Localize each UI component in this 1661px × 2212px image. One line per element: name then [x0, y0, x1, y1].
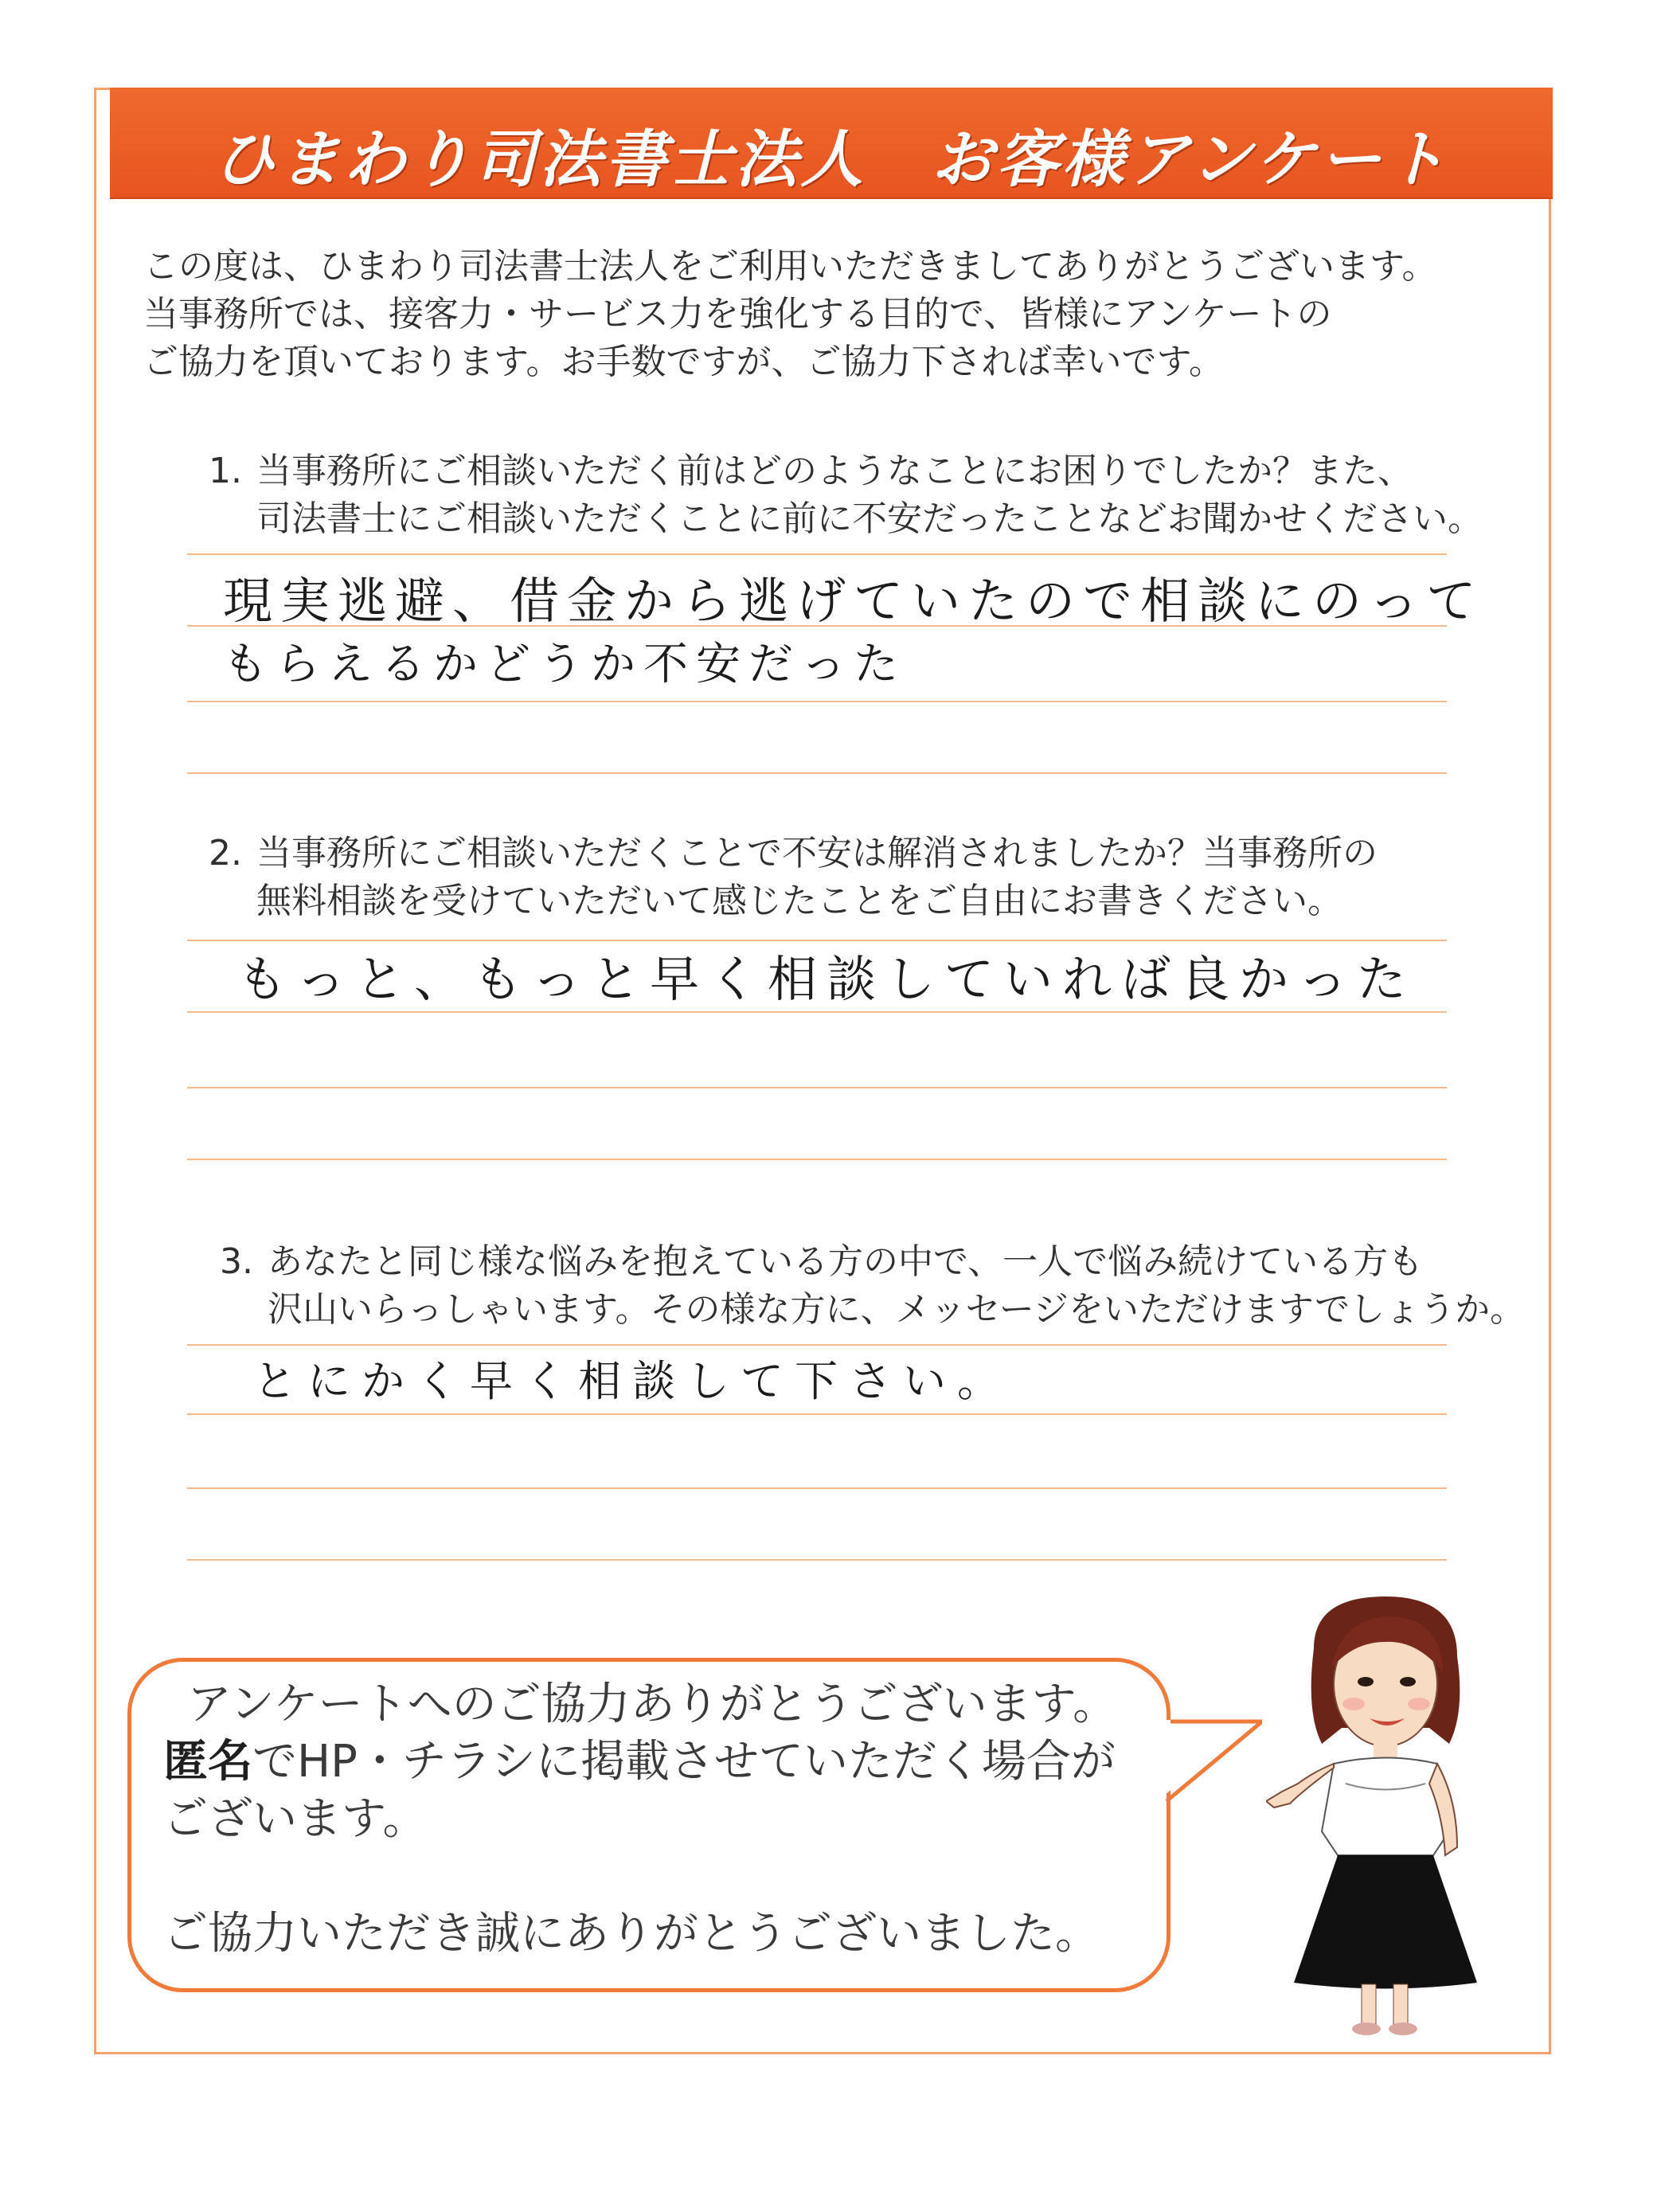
bubble-line: アンケートへのご協力ありがとうございます。 [187, 1679, 1118, 1730]
bubble-line-rest: でHP・チラシに掲載させていただく場合が [252, 1736, 1116, 1788]
question-text: 当事務所にご相談いただく前はどのようなことにお困りでしたか？また、 [256, 451, 1413, 491]
answer-rule [187, 553, 1447, 555]
answer-1-line-1: 現実逃避、借金から逃げていたので相談にのって [223, 572, 1484, 630]
bubble-line [163, 1733, 1117, 1791]
header-bar [110, 88, 1553, 197]
bubble-spacer [163, 1848, 1117, 1905]
answer-1-line-2: もらえるかどうか不安だった [223, 639, 906, 690]
staff-character-illustration [1266, 1593, 1497, 2038]
question-number: 1. [209, 451, 242, 491]
intro-line: ご協力を頂いております。お手数ですが、ご協力下されば幸いです。 [143, 342, 1224, 382]
bubble-line: ご協力いただき誠にありがとうございました。 [163, 1908, 1100, 1960]
question-number: 3. [220, 1241, 253, 1282]
question-text: 無料相談を受けていただいて感じたことをご自由にお書きください。 [256, 881, 1342, 921]
answer-rule [187, 1413, 1447, 1415]
question-1 [209, 447, 1483, 543]
answer-rule [187, 1011, 1447, 1013]
page-title: ひまわり司法書士法人 お客様アンケート [213, 124, 1450, 196]
answer-rule [187, 1344, 1447, 1346]
intro-text [143, 243, 1497, 386]
answer-rule [187, 1087, 1447, 1088]
answer-rule [187, 625, 1447, 627]
answer-rule [187, 701, 1447, 702]
question-text: 当事務所にご相談いただくことで不安は解消されましたか？当事務所の [256, 833, 1378, 873]
question-3 [220, 1238, 1525, 1334]
speech-bubble-tail [1143, 1704, 1262, 1823]
answer-rule [187, 1159, 1447, 1160]
question-number: 2. [209, 833, 242, 873]
bubble-message [163, 1676, 1117, 1963]
question-text: あなたと同じ様な悩みを抱えている方の中で、一人で悩み続けている方も [268, 1241, 1424, 1282]
answer-rule [187, 1487, 1447, 1489]
answer-rule [187, 772, 1447, 774]
question-text: 沢山いらっしゃいます。その様な方に、メッセージをいただけますでしょうか。 [268, 1289, 1526, 1330]
question-text: 司法書士にご相談いただくことに前に不安だったことなどお聞かせください。 [256, 498, 1483, 539]
intro-line: この度は、ひまわり司法書士法人をご利用いただきましてありがとうございます。 [143, 246, 1437, 287]
anonymous-label: 匿名 [163, 1736, 252, 1788]
answer-rule [187, 940, 1447, 941]
bubble-line: ございます。 [163, 1793, 428, 1845]
answer-3-line-1: とにかく早く相談して下さい。 [253, 1356, 1011, 1406]
answer-2-line-1: もっと、もっと早く相談していれば良かった [237, 950, 1417, 1008]
question-2 [209, 830, 1378, 925]
answer-rule [187, 1559, 1447, 1561]
intro-line: 当事務所では、接客力・サービス力を強化する目的で、皆様にアンケートの [143, 294, 1332, 334]
